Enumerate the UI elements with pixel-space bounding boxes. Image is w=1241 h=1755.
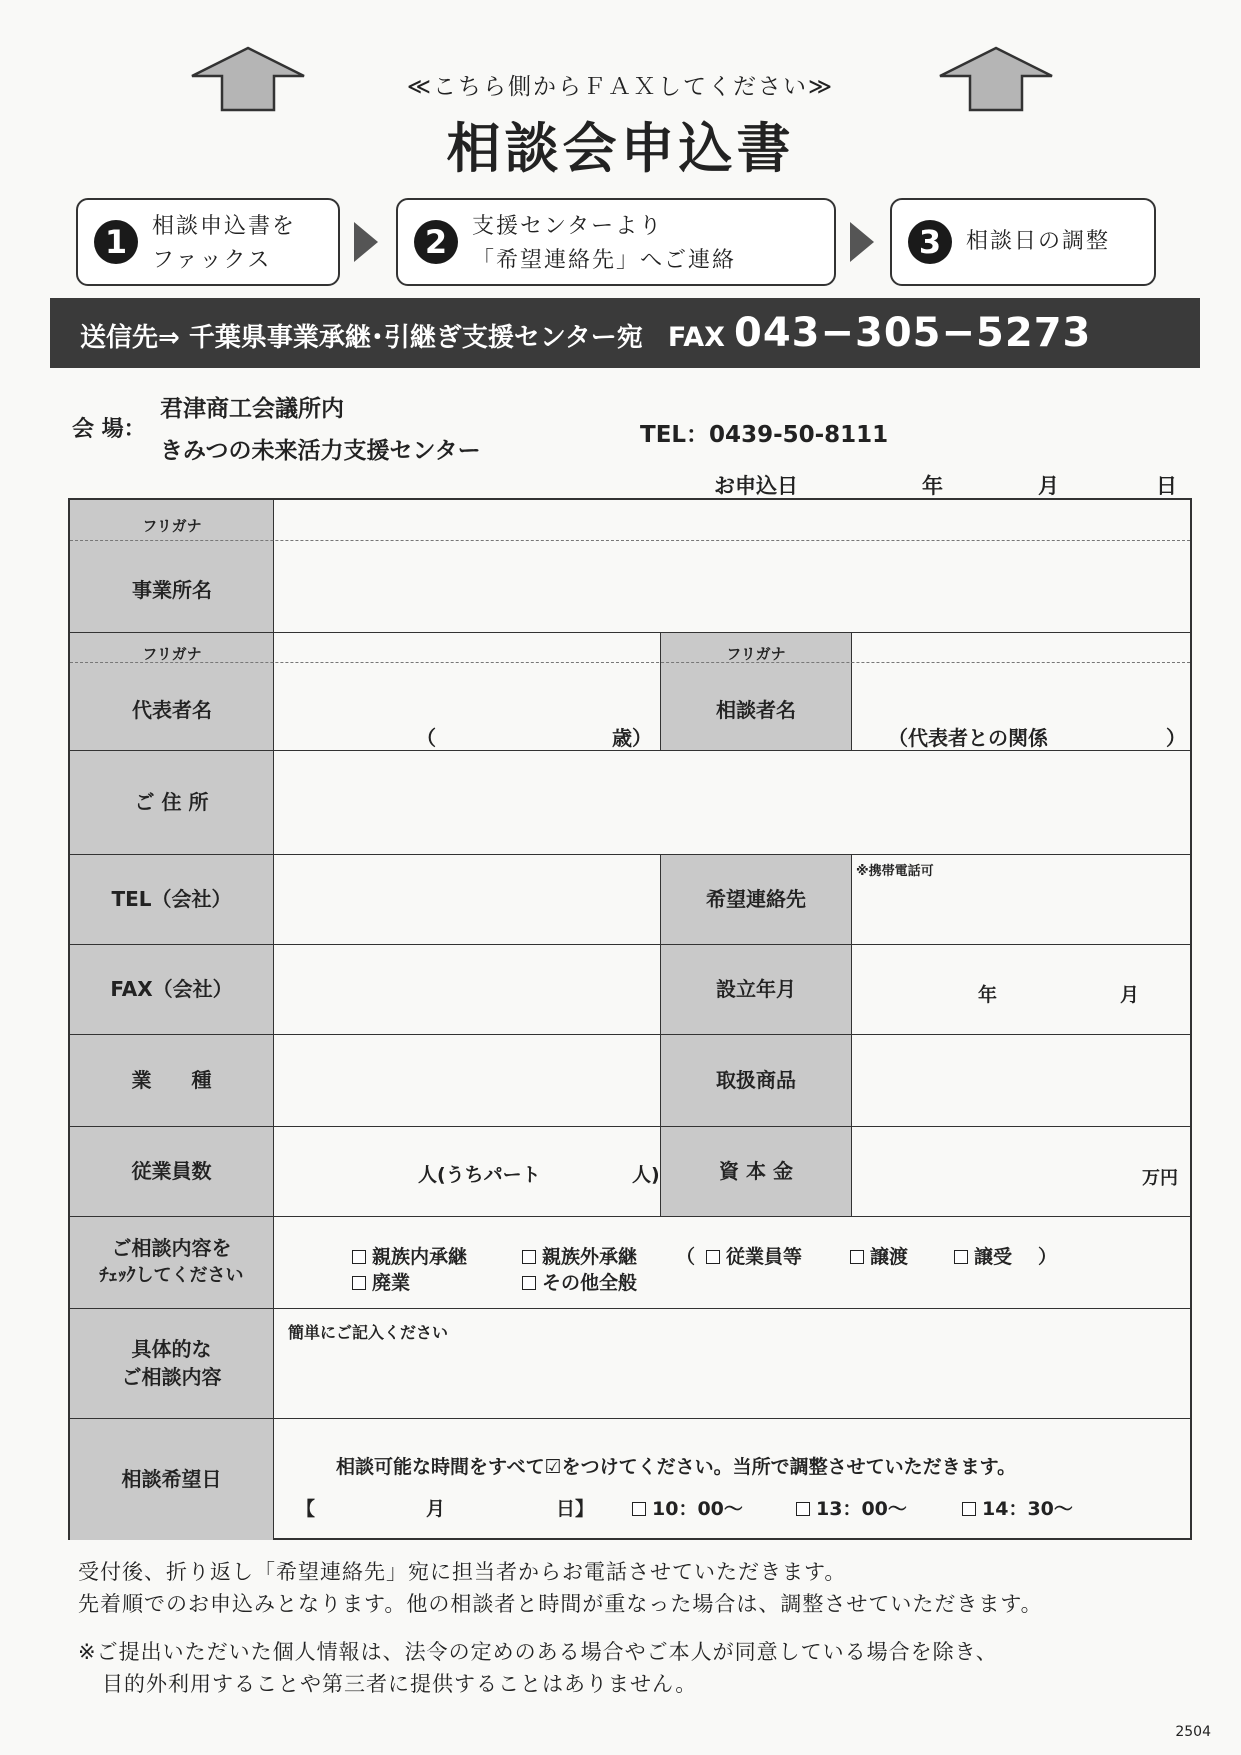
- document-code: 2504: [1175, 1724, 1211, 1740]
- representative-label: 代表者名: [132, 698, 212, 722]
- option-transfer[interactable]: [850, 1242, 908, 1269]
- option-employee[interactable]: [706, 1242, 802, 1269]
- slot-label: 14：30〜: [982, 1498, 1073, 1520]
- row-divider: [70, 854, 1190, 855]
- capital-unit: 万円: [1142, 1168, 1178, 1189]
- venue-name-2: きみつの未来活力支援センター: [160, 438, 481, 464]
- furigana-divider: [70, 540, 1190, 541]
- relation-label: （代表者との関係: [888, 726, 1048, 750]
- slot-1430[interactable]: [962, 1494, 1073, 1521]
- fax-number: 043−305−5273: [734, 310, 1092, 356]
- footer-note-1: 受付後、折り返し「希望連絡先」宛に担当者からお電話させていただきます。: [78, 1560, 847, 1584]
- step-arrow-icon: [850, 222, 874, 262]
- option-label: 譲受: [974, 1246, 1013, 1268]
- footer-note-2: 先着順でのお申込みとなります。他の相談者と時間が重なった場合は、調整させていただきます。: [78, 1592, 1043, 1616]
- desired-month-unit: 月: [426, 1498, 446, 1520]
- representative-name-field[interactable]: [276, 666, 658, 748]
- slot-label: 10：00〜: [652, 1498, 743, 1520]
- option-label: 親族内承継: [372, 1246, 468, 1268]
- paren-open: （: [676, 1246, 696, 1268]
- checkbox-icon[interactable]: [352, 1276, 366, 1290]
- row-divider: [70, 1308, 1190, 1309]
- page-title: 相談会申込書: [446, 117, 795, 180]
- business-name-label: 事業所名: [132, 578, 212, 602]
- representative-label-cell: [70, 632, 274, 750]
- contact-label: 希望連絡先: [660, 854, 852, 944]
- industry-label: 業 種: [70, 1034, 274, 1126]
- option-label: その他全般: [542, 1272, 638, 1294]
- option-label: 親族外承継: [542, 1246, 638, 1268]
- checkbox-icon[interactable]: [522, 1250, 536, 1264]
- step-number: 3: [908, 220, 952, 264]
- application-day: 日: [1156, 474, 1177, 498]
- consult-type-label: ﾁｪｯｸしてください: [99, 1265, 244, 1286]
- application-year: 年: [922, 474, 943, 498]
- row-divider: [70, 632, 1190, 633]
- step-line: 支援センターより: [472, 214, 664, 239]
- step-arrow-icon: [354, 222, 378, 262]
- business-name-furigana-field[interactable]: [276, 502, 1188, 538]
- paren-close: ）: [1038, 1246, 1058, 1268]
- furigana-label: フリガナ: [142, 645, 202, 663]
- tel-company-field[interactable]: [276, 856, 658, 942]
- privacy-note-2: 目的外利用することや第三者に提供することはありません。: [102, 1672, 698, 1696]
- checkbox-icon[interactable]: [352, 1250, 366, 1264]
- products-label: 取扱商品: [660, 1034, 852, 1126]
- option-non-family[interactable]: [522, 1242, 637, 1269]
- founded-month-unit: 月: [1120, 984, 1140, 1006]
- step-text: [152, 210, 296, 278]
- founded-label: 設立年月: [660, 944, 852, 1034]
- representative-furigana-field[interactable]: [276, 636, 658, 660]
- desired-date-label: 相談希望日: [70, 1418, 274, 1540]
- privacy-note-1: ※ご提出いただいた個人情報は、法令の定めのある場合やご本人が同意している場合を除き、: [78, 1640, 998, 1664]
- contact-field[interactable]: [854, 880, 1188, 942]
- venue-name-1: 君津商工会議所内: [160, 396, 344, 422]
- fax-company-label: FAX（会社）: [70, 944, 274, 1034]
- checkbox-icon[interactable]: [962, 1502, 976, 1516]
- option-family[interactable]: [352, 1242, 467, 1269]
- step-text: [966, 225, 1110, 259]
- consultant-label-cell: [660, 632, 852, 750]
- bracket-open: 【: [296, 1498, 316, 1520]
- detail-label-cell: [70, 1308, 274, 1418]
- products-field[interactable]: [854, 1036, 1188, 1124]
- industry-field[interactable]: [276, 1036, 658, 1124]
- checkbox-icon[interactable]: [632, 1502, 646, 1516]
- option-other[interactable]: [522, 1268, 637, 1295]
- fax-label: FAX: [667, 322, 725, 353]
- consult-type-label-cell: [70, 1216, 274, 1308]
- row-divider: [70, 1216, 1190, 1217]
- capital-label: 資 本 金: [660, 1126, 852, 1216]
- step-1: [76, 198, 340, 286]
- age-unit: 歳）: [612, 726, 652, 750]
- checkbox-icon[interactable]: [706, 1250, 720, 1264]
- step-line: 「希望連絡先」へご連絡: [472, 248, 737, 273]
- desired-day-unit: 日】: [556, 1498, 595, 1520]
- row-divider: [70, 1034, 1190, 1035]
- checkbox-icon[interactable]: [796, 1502, 810, 1516]
- application-date-label: お申込日: [714, 474, 798, 498]
- tel-company-label: TEL（会社）: [70, 854, 274, 944]
- step-number: 2: [414, 220, 458, 264]
- step-line: 相談申込書を: [152, 214, 297, 239]
- checkbox-icon[interactable]: [850, 1250, 864, 1264]
- row-divider: [70, 1418, 1190, 1419]
- employees-close: 人): [632, 1164, 660, 1186]
- employees-label: 従業員数: [70, 1126, 274, 1216]
- desired-date-note: 相談可能な時間をすべて☑をつけてください。当所で調整させていただきます。: [336, 1456, 1017, 1478]
- fax-company-field[interactable]: [276, 946, 658, 1032]
- step-3: [890, 198, 1156, 286]
- destination-text: 送信先⇒ 千葉県事業承継･引継ぎ支援センター宛: [80, 323, 643, 353]
- relation-close: ）: [1166, 726, 1186, 750]
- step-line: ファックス: [152, 248, 272, 273]
- founded-year-unit: 年: [978, 984, 998, 1006]
- option-label: 譲渡: [870, 1246, 909, 1268]
- option-label: 従業員等: [726, 1246, 803, 1268]
- address-field[interactable]: [276, 752, 1188, 852]
- employees-unit: 人(うちパート: [418, 1164, 541, 1186]
- consult-type-label: ご相談内容を: [111, 1236, 232, 1260]
- business-name-field[interactable]: [276, 544, 1188, 630]
- application-form-table: [68, 498, 1192, 1540]
- step-number: 1: [94, 220, 138, 264]
- address-label: ご 住 所: [70, 750, 274, 854]
- mobile-ok-note: ※携帯電話可: [856, 864, 934, 879]
- detail-field[interactable]: [276, 1346, 1188, 1416]
- slot-label: 13：00〜: [816, 1498, 907, 1520]
- furigana-label: フリガナ: [726, 645, 786, 663]
- furigana-label: フリガナ: [142, 517, 202, 535]
- checkbox-icon[interactable]: [522, 1276, 536, 1290]
- option-closure[interactable]: [352, 1268, 410, 1295]
- step-2: [396, 198, 836, 286]
- detail-hint: 簡単にご記入ください: [288, 1323, 449, 1342]
- furigana-divider: [70, 662, 1190, 663]
- row-divider: [70, 944, 1190, 945]
- option-label: 廃業: [372, 1272, 411, 1294]
- venue-label: 会 場：: [72, 417, 146, 442]
- slot-1000[interactable]: [632, 1494, 743, 1521]
- step-line: 相談日の調整: [966, 229, 1111, 254]
- application-month: 月: [1038, 474, 1059, 498]
- fax-instruction: ≪こちら側からＦＡＸしてください≫: [406, 74, 835, 100]
- detail-label: 具体的な: [131, 1337, 212, 1361]
- fax-destination-banner: [50, 298, 1200, 368]
- step-text: [472, 210, 736, 278]
- option-receive[interactable]: [954, 1242, 1012, 1269]
- slot-1300[interactable]: [796, 1494, 907, 1521]
- consultant-furigana-field[interactable]: [854, 636, 1188, 660]
- checkbox-icon[interactable]: [954, 1250, 968, 1264]
- row-divider: [70, 1126, 1190, 1127]
- detail-label: ご相談内容: [121, 1365, 222, 1389]
- consultant-label: 相談者名: [716, 698, 796, 722]
- business-name-label-cell: [70, 500, 274, 632]
- age-open: （: [416, 726, 436, 750]
- venue-tel: TEL：0439-50-8111: [640, 422, 889, 448]
